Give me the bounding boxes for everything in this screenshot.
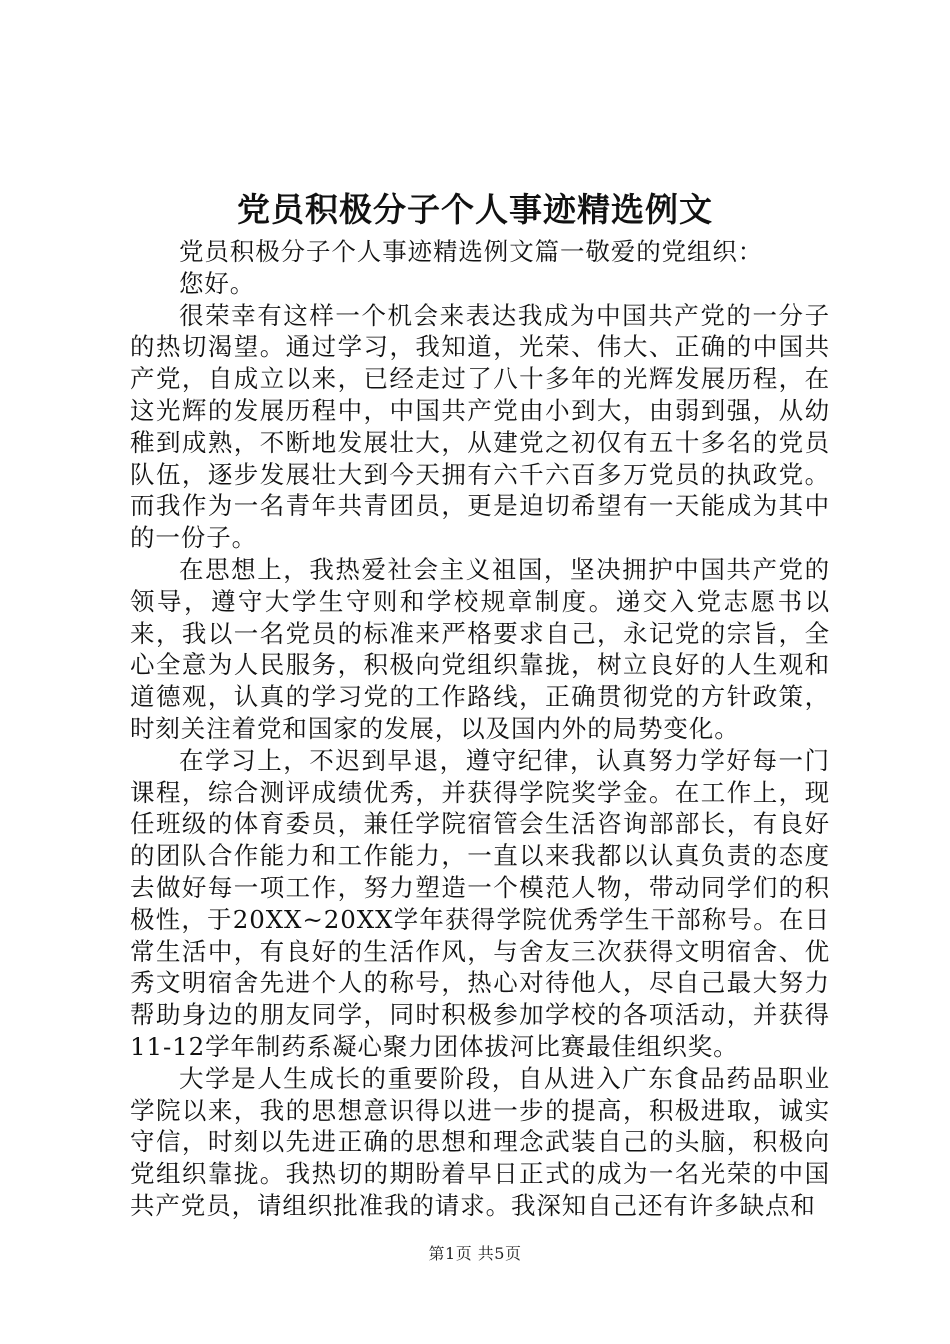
document-body: [130, 236, 830, 1222]
paragraph-heading-line: 党员积极分子个人事迹精选例文篇一敬爱的党组织：: [179, 237, 764, 266]
paragraph-greeting: 您好。: [179, 268, 256, 298]
paragraph-college: 大学是人生成长的重要阶段，自从进入广东食品药品职业学院以来，我的思想意识得以进一步的提高，积极进取，诚实守信，时刻以先进正确的思想和理念武装自己的头脑，积极向党组织靠拢。我热切的期盼着早日正式的成为一名光荣的中国共产党员，请组织批准我的请求。我深知自己还有许多缺点和: [130, 1063, 830, 1220]
paragraph-study-work: 在学习上，不迟到早退，遵守纪律，认真努力学好每一门课程，综合测评成绩优秀，并获得学院奖学金。在工作上，现任班级的体育委员，兼任学院宿管会生活咨询部部长，有良好的团队合作能力和工作能力，一直以来我都以认真负责的态度去做好每一项工作，努力塑造一个模范人物，带动同学们的积极性，于20XX~20XX学年获得学院优秀学生干部称号。在日常生活中，有良好的生活作风，与舍友三次获得文明宿舍、优秀文明宿舍先进个人的称号，热心对待他人，尽自己最大努力帮助身边的朋友同学，同时积极参加学校的各项活动，并获得11-12学年制药系凝心聚力团体拔河比赛最佳组织奖。: [130, 745, 830, 1061]
document-title: 党员积极分子个人事迹精选例文: [237, 190, 713, 229]
paragraph-ideology: 在思想上，我热爱社会主义祖国，坚决拥护中国共产党的领导，遵守大学生守则和学校规章制度。递交入党志愿书以来，我以一名党员的标准来严格要求自己，永记党的宗旨，全心全意为人民服务，积极向党组织靠拢，树立良好的人生观和道德观，认真的学习党的工作路线，正确贯彻党的方针政策，时刻关注着党和国家的发展，以及国内外的局势变化。: [130, 554, 830, 743]
page-number-footer: 第1页 共5页: [428, 1244, 522, 1263]
paragraph-aspiration: 很荣幸有这样一个机会来表达我成为中国共产党的一分子的热切渴望。通过学习，我知道，光荣、伟大、正确的中国共产党，自成立以来，已经走过了八十多年的光辉发展历程，在这光辉的发展历程中，中国共产党由小到大，由弱到强，从幼稚到成熟，不断地发展壮大，从建党之初仅有五十多名的党员队伍，逐步发展壮大到今天拥有六千六百多万党员的执政党。而我作为一名青年共青团员，更是迫切希望有一天能成为其中的一份子。: [130, 300, 830, 553]
